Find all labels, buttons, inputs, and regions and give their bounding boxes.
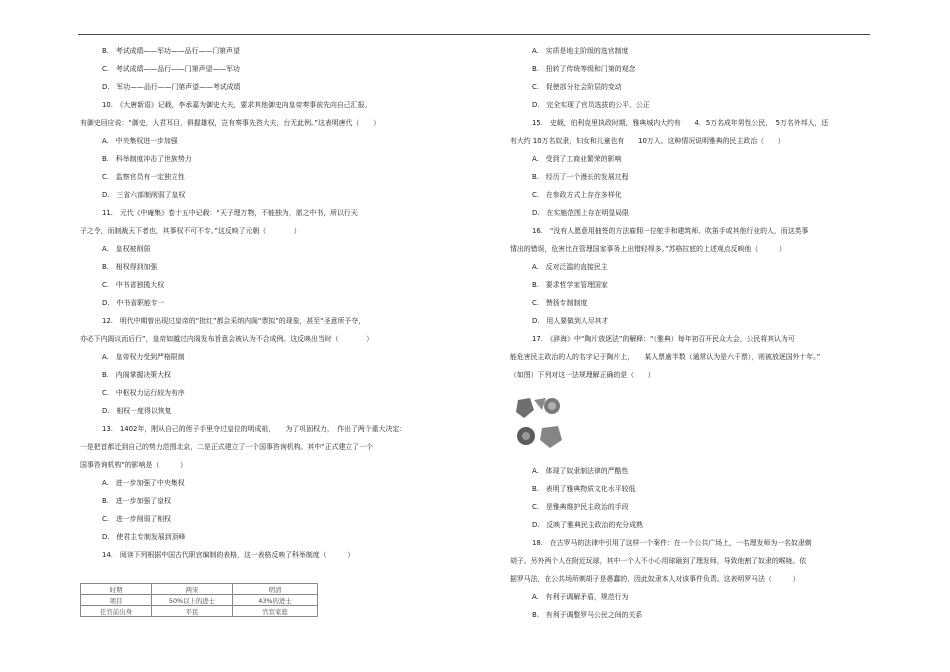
table-cell: 时期 <box>81 584 152 595</box>
left-text-line: C. 中枢权力运行较为有序 <box>102 389 185 397</box>
left-text-line: D. 中书省职能专一 <box>102 299 165 307</box>
left-text-line: A. 中央集权进一步加强 <box>102 137 178 145</box>
right-text-line: C. 是雅典维护民主政治的手段 <box>532 503 629 511</box>
left-text-line: D. 相权一度得以恢复 <box>102 407 172 415</box>
right-text-line: 15. 史载，伯利克里执政时期，雅典城内大约有 4．5万名成年男性公民， 5万名外邦人，还 <box>532 119 829 127</box>
left-text-line: D. 三省六部制削弱了皇权 <box>102 191 186 199</box>
left-text-line: 10. 《大唐新语》记载，李承嘉为御史大夫，要求其他御史向皇帝奏事前先向自己汇报。 <box>102 101 372 109</box>
right-text-line: A. 受到了工商业繁荣的影响 <box>532 155 622 163</box>
right-text-line: 情出的错误，危害比在管理国家事务上出错轻得多。”苏格拉底的上述观点反映他（ ） <box>510 245 786 253</box>
table-row <box>81 606 318 617</box>
right-text-line: D. 在实施范围上存在明显局限 <box>532 209 630 217</box>
right-text-line: 胡子。另外两个人在附近玩球，其中一个人不小心用球砸到了理发师，导致他割了奴隶的喉咙。依 <box>510 557 807 565</box>
left-text-line: 14. 阅读下列根据中国古代职官编制的表格，这一表格反映了科举制度（ ） <box>102 551 355 559</box>
right-text-line: 据罗马法，在公共场所剃胡子是愚蠢的，因此奴隶本人对该事件负责。这表明罗马法（ ） <box>510 575 800 583</box>
left-text-line: D. 使君主专制发展到顶峰 <box>102 533 186 541</box>
right-text-line: C. 赞扬专制制度 <box>532 299 588 307</box>
table-cell: 项目 <box>81 595 152 606</box>
right-text-line: 能危害民主政治的人的名字记于陶片上， 某人票逾半数（通常认为是六千票），则被放逐国外十年。” <box>510 353 821 361</box>
table-cell: 平民 <box>152 606 233 617</box>
civil-service-table <box>80 583 318 617</box>
left-text-line: 亦必下内阁议而后行”，皇帝如越过内阁发布旨意会被认为不合成例。这反映出当时（ ） <box>80 335 373 343</box>
right-text-line: B. 表明了雅典物质文化水平较低 <box>532 485 636 493</box>
right-text-line: D. 完全实现了官员选拔的公平、公正 <box>532 101 650 109</box>
right-text-line: A. 有利于调解矛盾，规范行为 <box>532 593 629 601</box>
left-text-line: 子之令，而制裁天下者也，其事权不可不专。”这反映了元朝（ ） <box>80 227 301 235</box>
left-text-line: B. 内阁掌握决策大权 <box>102 371 171 379</box>
right-text-line: B. 扭转了传统等级和门第的观念 <box>532 65 636 73</box>
table-cell: 50%以上的进士 <box>152 595 233 606</box>
right-text-line: A. 反对泛滥的直接民主 <box>532 263 608 271</box>
left-text-line: B. 科举制度冲击了世族势力 <box>102 155 192 163</box>
table-cell: 43%的进士 <box>233 595 318 606</box>
right-text-line: 18. 在古罗马的法律中引用了这样一个案件：在一个公共广场上，一名理发师为一名奴隶剃 <box>532 539 812 547</box>
right-text-line: B. 有利于调整罗马公民之间的关系 <box>532 611 643 619</box>
pottery-shard-1 <box>516 398 534 418</box>
right-text-line: B. 要求哲学家管理国家 <box>532 281 608 289</box>
left-text-line: 11. 元代《中庵集》卷十五中记载：“天子理万物，不能独为，需之中书，所以行天 <box>102 209 358 217</box>
right-text-line: 17. 《辞海》中“陶片放逐法”的解释：“（雅典）每年初召开民众大会，公民将其认为可 <box>532 335 795 343</box>
left-text-line: C. 进一步削弱了相权 <box>102 515 172 523</box>
right-text-line: C. 在参政方式上存在多样化 <box>532 191 622 199</box>
left-text-line: 有御史回应说：“御史，人君耳目，俱握雄权，岂有奏事先咨大夫，台无此例。”这表明唐代（ ） <box>80 119 380 127</box>
left-text-line: 一是把首都迁到自己的势力范围北京，二是正式建立了一个国事咨询机构。其中“正式建立了一个 <box>80 443 373 451</box>
ostraka-pottery-image <box>512 396 582 456</box>
right-text-line: D. 用人要做到人尽其才 <box>532 317 609 325</box>
left-text-line: 国事咨询机构”的影响是（ ） <box>80 461 187 469</box>
pottery-shard-5 <box>540 426 562 448</box>
pottery-shard-3-inner <box>548 402 556 410</box>
left-text-line: B. 考试成绩——军功——品行——门第声望 <box>102 47 240 55</box>
left-text-line: C. 监察官员有一定独立性 <box>102 173 185 181</box>
table-cell: 两宋 <box>152 584 233 595</box>
left-text-line: A. 皇帝权力受到严格限制 <box>102 353 185 361</box>
table-cell: 任官前出身 <box>81 606 152 617</box>
table-row <box>81 584 318 595</box>
right-text-line: 有大约 10万名奴隶，妇女和儿童也有 10万人。这种情况说明雅典的民主政治（ ） <box>510 137 785 145</box>
left-text-line: A. 进一步加强了中央集权 <box>102 479 185 487</box>
right-text-line: A. 体现了奴隶制法律的严酷性 <box>532 467 629 475</box>
pottery-shard-2 <box>534 398 546 410</box>
left-text-line: C. 考试成绩——品行——门第声望——军功 <box>102 65 240 73</box>
table-row <box>81 595 318 606</box>
right-text-line: （如图）下列对这一法规理解正确的是（ ） <box>510 371 655 379</box>
page-top-rule <box>78 34 870 35</box>
left-text-line: 12. 明代中期曾出现过皇帝的“批红”都会采纳内阁“票拟”的现象，甚至“圣意所予夺， <box>102 317 366 325</box>
left-text-line: B. 进一步加强了皇权 <box>102 497 171 505</box>
left-text-line: D. 军功——品行——门第声望——考试成绩 <box>102 83 241 91</box>
left-text-line: 13. 1402年，刚从自己的侄子手里夺过皇位的明成祖， 为了巩固权力， 作出了两个重大决定： <box>102 425 407 433</box>
table-cell: 明清 <box>233 584 318 595</box>
right-text-line: D. 反映了雅典民主政治的充分成熟 <box>532 521 643 529</box>
right-text-line: C. 促使部分社会阶层的变动 <box>532 83 622 91</box>
left-text-line: A. 皇权被削弱 <box>102 245 151 253</box>
left-text-line: C. 中书省独揽大权 <box>102 281 165 289</box>
table-cell: 官宦家庭 <box>233 606 318 617</box>
right-text-line: 16. “没有人愿意用抽签的方法雇佣一位舵手和建筑师、吹笛手或其他行业的人，而这类事 <box>532 227 809 235</box>
right-text-line: A. 实质是地主阶级的选官制度 <box>532 47 629 55</box>
pottery-shard-4-inner <box>522 432 530 440</box>
left-text-line: B. 相权得到加强 <box>102 263 158 271</box>
right-text-line: B. 经历了一个漫长的发展过程 <box>532 173 629 181</box>
